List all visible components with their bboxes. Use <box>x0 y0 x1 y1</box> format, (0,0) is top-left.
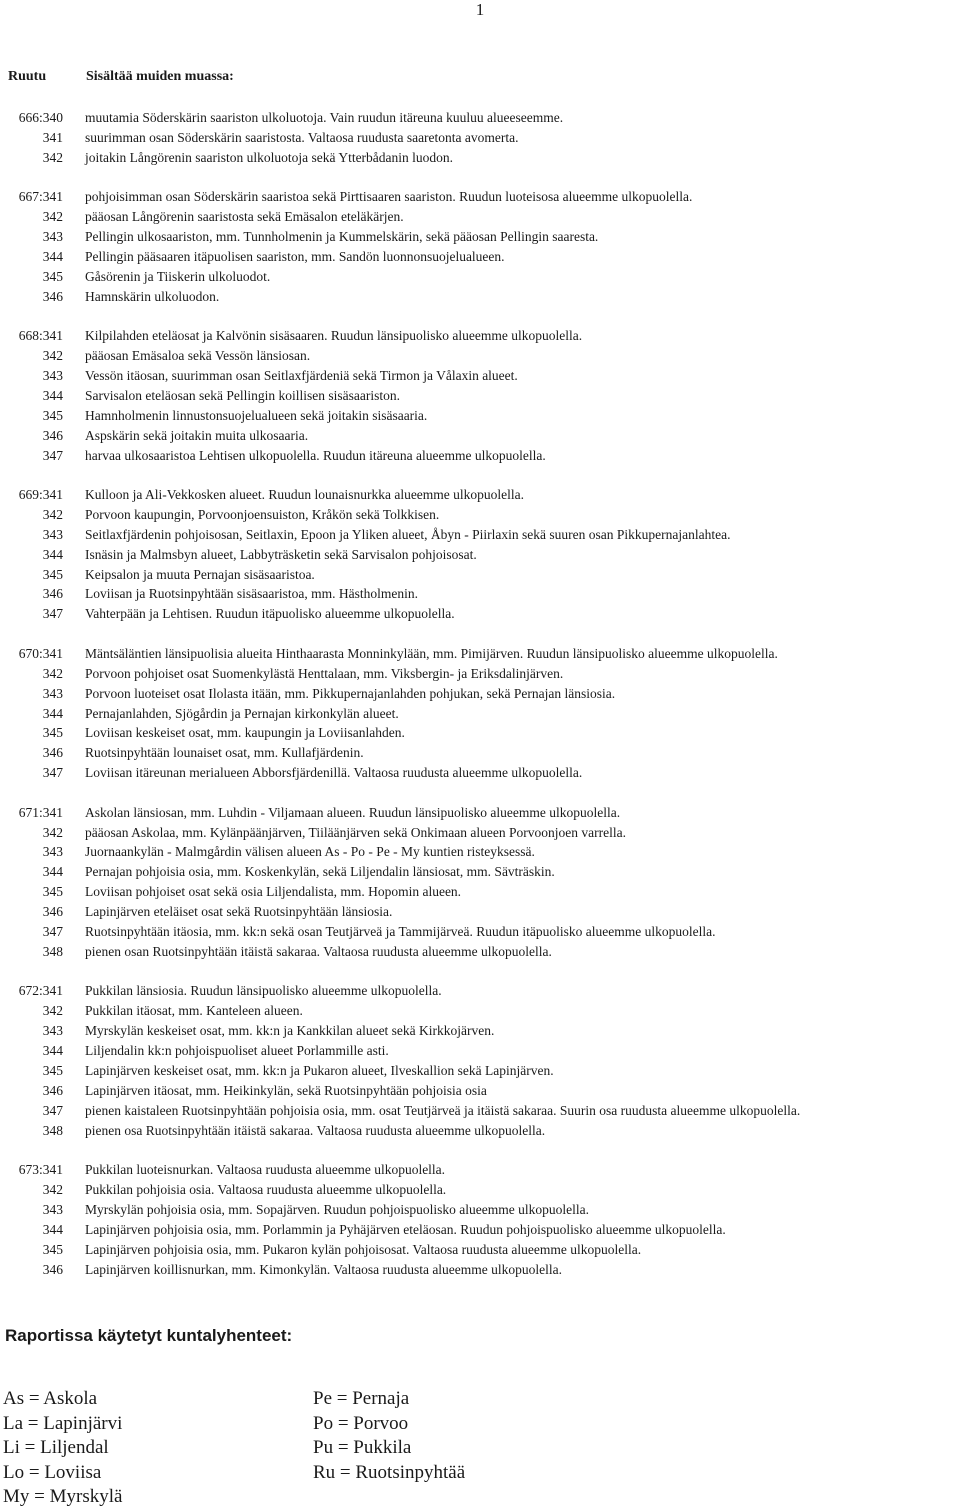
grid-row <box>0 644 960 664</box>
grid-row <box>0 1041 960 1061</box>
abbreviations-left-column <box>3 1387 122 1510</box>
grid-description: Loviisan keskeiset osat, mm. kaupungin ja Loviisanlahden. <box>85 725 405 741</box>
grid-code: 667:341 <box>18 189 63 205</box>
abbreviation-item: Lo = Loviisa <box>3 1461 102 1483</box>
grid-description: muutamia Söderskärin saariston ulkoluotoja. Vain ruudun itäreuna kuuluu alueeseemme. <box>85 110 564 125</box>
grid-description: Gåsörenin ja Tiiskerin ulkoluodot. <box>85 268 271 284</box>
grid-row <box>0 446 960 466</box>
grid-row <box>0 1200 960 1220</box>
grid-description: Vahterpään ja Lehtisen. Ruudun itäpuolisko alueemme ulkopuolella. <box>85 606 455 622</box>
grid-code: 344 <box>42 864 63 880</box>
grid-row <box>0 862 960 882</box>
grid-description: Kilpilahden eteläosat ja Kalvönin sisäsaaren. Ruudun länsipuolisko alueemme ulkopuolella. <box>85 328 583 344</box>
grid-description: Liljendalin kk:n pohjoispuoliset alueet Porlammille asti. <box>85 1043 389 1059</box>
grid-code: 343 <box>42 526 63 542</box>
grid-code: 347 <box>42 924 63 940</box>
grid-description: pääosan Långörenin saaristosta sekä Emäsalon eteläkärjen. <box>85 209 404 225</box>
grid-description: Vessön itäosan, suurimman osan Seitlaxfjärdeniä sekä Tirmon ja Vålaxin alueet. <box>85 367 518 383</box>
grid-code: 347 <box>42 1102 63 1118</box>
grid-row <box>0 584 960 604</box>
grid-description: harvaa ulkosaaristoa Lehtisen ulkopuolella. Ruudun itäreuna alueemme ulkopuolella. <box>85 447 546 463</box>
abbreviation-item: As = Askola <box>3 1388 98 1409</box>
grid-row <box>0 882 960 902</box>
grid-code: 345 <box>42 268 63 284</box>
grid-row <box>0 128 960 148</box>
grid-group <box>0 485 960 624</box>
grid-row <box>0 148 960 168</box>
grid-description: Sarvisalon eteläosan sekä Pellingin koillisen sisäsaariston. <box>85 387 400 403</box>
grid-code: 344 <box>42 387 63 403</box>
grid-code: 347 <box>42 765 63 781</box>
grid-row <box>0 1121 960 1141</box>
grid-description: Keipsalon ja muuta Pernajan sisäsaaristoa. <box>85 566 315 582</box>
grid-row <box>0 1160 960 1180</box>
grid-description: Myrskylän pohjoisia osia, mm. Sopajärven. Ruudun pohjoispuolisko alueemme ulkopuolella. <box>85 1201 589 1217</box>
grid-row <box>0 704 960 724</box>
grid-description: Pernajan pohjoisia osia, mm. Koskenkylän, sekä Liljendalin länsiosat, mm. Sävträskin. <box>85 864 555 880</box>
grid-code: 348 <box>42 943 63 959</box>
abbreviation-item: Po = Porvoo <box>313 1412 409 1434</box>
grid-code: 344 <box>42 705 63 721</box>
grid-row <box>0 287 960 307</box>
grid-description: Pukkilan itäosat, mm. Kanteleen alueen. <box>85 1003 303 1019</box>
grid-description: joitakin Långörenin saariston ulkoluotoja sekä Ytterbådanin luodon. <box>85 149 454 165</box>
grid-description: pienen osan Ruotsinpyhtään itäistä sakaraa. Valtaosa ruudusta alueemme ulkopuolella. <box>85 943 552 959</box>
grid-description: pohjoisimman osan Söderskärin saaristoa sekä Pirttisaaren saariston. Ruudun luoteisosa alueemme ulkopuolella. <box>85 189 693 205</box>
grid-description: Aspskärin sekä joitakin muita ulkosaaria. <box>85 427 309 443</box>
grid-row <box>0 227 960 247</box>
grid-code: 345 <box>42 725 63 741</box>
grid-row <box>0 386 960 406</box>
grid-description: pienen osa Ruotsinpyhtään itäistä sakaraa. Valtaosa ruudusta alueemme ulkopuolella. <box>85 1122 546 1138</box>
grid-code: 342 <box>42 348 63 364</box>
grid-description: Lapinjärven itäosat, mm. Heikinkylän, sekä Ruotsinpyhtään pohjoisia osia <box>85 1082 487 1098</box>
abbreviation-item: La = Lapinjärvi <box>3 1412 123 1434</box>
grid-description: Seitlaxfjärdenin pohjoisosan, Seitlaxin, Epoon ja Yliken alueet, Åbyn - Piirlaxin sekä suuren osan Pikkupernajanlahtea. <box>85 526 731 542</box>
abbreviation-item: Pu = Pukkila <box>313 1437 412 1459</box>
grid-code: 342 <box>42 506 63 522</box>
grid-description: Pernajanlahden, Sjögårdin ja Pernajan kirkonkylän alueet. <box>85 705 399 721</box>
grid-code: 343 <box>42 685 63 701</box>
grid-row <box>0 207 960 227</box>
grid-row <box>0 1260 960 1280</box>
header-contents: Sisältää muiden muassa: <box>86 69 234 84</box>
table-header <box>0 67 960 87</box>
grid-description: Isnäsin ja Malmsbyn alueet, Labbyträsketin sekä Sarvisalon pohjoisosat. <box>85 546 477 562</box>
grid-code: 342 <box>42 1003 63 1019</box>
grid-row <box>0 187 960 207</box>
grid-row <box>0 803 960 823</box>
grid-code: 348 <box>42 1122 63 1138</box>
grid-row <box>0 426 960 446</box>
grid-description: Lapinjärven pohjoisia osia, mm. Pukaron kylän pohjoisosat. Valtaosa ruudusta alueemme ulkopuolella. <box>85 1241 642 1257</box>
grid-group <box>0 1160 960 1279</box>
grid-code: 341 <box>42 129 63 145</box>
grid-code: 342 <box>42 149 63 165</box>
grid-description: Porvoon pohjoiset osat Suomenkylästä Henttalaan, mm. Viksbergin- ja Eriksdalinjärven. <box>85 665 564 681</box>
grid-description: Ruotsinpyhtään itäosia, mm. kk:n sekä osan Teutjärveä ja Tammijärveä. Ruudun itäpuolisko alueemme ulkopuolella. <box>85 924 716 940</box>
grid-group <box>0 803 960 962</box>
grid-row <box>0 1081 960 1101</box>
abbreviation-item: Ru = Ruotsinpyhtää <box>313 1461 466 1483</box>
grid-code: 344 <box>42 1043 63 1059</box>
grid-code: 343 <box>42 229 63 245</box>
grid-row <box>0 604 960 624</box>
grid-description: Porvoon luoteiset osat Ilolasta itään, mm. Pikkupernajanlahden pohjukan, sekä Pernajan länsiosia. <box>85 685 616 701</box>
grid-code: 342 <box>42 665 63 681</box>
grid-description: Pellingin ulkosaariston, mm. Tunnholmenin ja Kummelskärin, sekä pääosan Pellingin saaresta. <box>85 229 599 245</box>
grid-description: Pellingin pääsaaren itäpuolisen saariston, mm. Sandön luonnonsuojelualueen. <box>85 248 505 264</box>
grid-code: 666:340 <box>18 110 63 125</box>
grid-code: 672:341 <box>18 983 63 999</box>
grid-code: 346 <box>42 427 63 443</box>
page-number: 1 <box>475 0 485 19</box>
grid-row <box>0 981 960 1001</box>
grid-code: 343 <box>42 1201 63 1217</box>
grid-description: Pukkilan länsiosia. Ruudun länsipuolisko alueemme ulkopuolella. <box>85 983 442 999</box>
grid-code: 346 <box>42 288 63 304</box>
grid-description: Askolan länsiosan, mm. Luhdin - Viljamaan alueen. Ruudun länsipuolisko alueemme ulkopuolella. <box>85 804 621 820</box>
abbreviations-title: Raportissa käytetyt kuntalyhenteet: <box>5 1326 293 1345</box>
grid-description: Porvoon kaupungin, Porvoonjoensuiston, Kråkön sekä Tolkkisen. <box>85 506 440 522</box>
grid-row <box>0 743 960 763</box>
grid-code: 343 <box>42 367 63 383</box>
grid-row <box>0 942 960 962</box>
grid-row <box>0 684 960 704</box>
grid-code: 668:341 <box>18 328 63 344</box>
grid-row <box>0 922 960 942</box>
grid-row <box>0 108 960 128</box>
grid-row <box>0 267 960 287</box>
grid-code: 346 <box>42 1261 63 1277</box>
grid-description: Loviisan pohjoiset osat sekä osia Liljendalista, mm. Hopomin alueen. <box>85 884 462 900</box>
grid-code: 669:341 <box>18 487 63 503</box>
grid-row <box>0 326 960 346</box>
grid-code: 346 <box>42 1082 63 1098</box>
grid-code: 345 <box>42 407 63 423</box>
grid-row <box>0 346 960 366</box>
grid-description: Hamnholmenin linnustonsuojelualueen sekä joitakin sisäsaaria. <box>85 407 428 423</box>
grid-description: Loviisan itäreunan merialueen Abborsfjärdenillä. Valtaosa ruudusta alueemme ulkopuolella. <box>85 765 583 781</box>
grid-code: 345 <box>42 884 63 900</box>
grid-code: 347 <box>42 447 63 463</box>
grid-code: 344 <box>42 1221 63 1237</box>
grid-description: Mäntsäläntien länsipuolisia alueita Hinthaarasta Monninkylään, mm. Pimijärven. Ruudun länsipuolisko alueemme ulkopuolella. <box>85 645 778 661</box>
grid-row <box>0 485 960 505</box>
abbreviation-item: Pe = Pernaja <box>313 1388 410 1409</box>
grid-row <box>0 823 960 843</box>
grid-row <box>0 1021 960 1041</box>
grid-code: 345 <box>42 1241 63 1257</box>
grid-description: Loviisan ja Ruotsinpyhtään sisäsaaristoa, mm. Hästholmenin. <box>85 586 418 602</box>
header-ruutu: Ruutu <box>8 69 47 84</box>
grid-code: 344 <box>42 248 63 264</box>
grid-description: Pukkilan pohjoisia osia. Valtaosa ruudusta alueemme ulkopuolella. <box>85 1182 447 1198</box>
grid-description: Pukkilan luoteisnurkan. Valtaosa ruudusta alueemme ulkopuolella. <box>85 1162 446 1178</box>
grid-code: 673:341 <box>18 1162 63 1178</box>
grid-code: 345 <box>42 1062 63 1078</box>
grid-row <box>0 565 960 585</box>
grid-code: 347 <box>42 606 63 622</box>
grid-row <box>0 1061 960 1081</box>
abbreviations-right-column <box>313 1387 465 1485</box>
abbreviation-item: My = Myrskylä <box>3 1486 123 1508</box>
grid-description: suurimman osan Söderskärin saaristosta. Valtaosa ruudusta saaretonta avomerta. <box>85 129 519 145</box>
grid-row <box>0 247 960 267</box>
grid-code: 343 <box>42 1023 63 1039</box>
grid-description: pienen kaistaleen Ruotsinpyhtään pohjoisia osia, mm. osat Teutjärveä ja itäistä sakaraa. Suurin osa ruudusta alueemme ulkopuolella. <box>85 1102 801 1118</box>
grid-code: 343 <box>42 844 63 860</box>
grid-row <box>0 1101 960 1121</box>
grid-row <box>0 545 960 565</box>
grid-group <box>0 187 960 306</box>
grid-code: 671:341 <box>18 804 63 820</box>
grid-description: Juornaankylän - Malmgårdin välisen alueen As - Po - Pe - My kuntien risteyksessä. <box>85 844 535 860</box>
grid-row <box>0 902 960 922</box>
grid-row <box>0 1001 960 1021</box>
grid-row <box>0 842 960 862</box>
grid-group <box>0 326 960 465</box>
grid-description: Ruotsinpyhtään lounaiset osat, mm. Kullafjärdenin. <box>85 745 364 761</box>
grid-row <box>0 406 960 426</box>
grid-list <box>0 108 960 1299</box>
grid-code: 342 <box>42 824 63 840</box>
grid-row <box>0 1220 960 1240</box>
grid-row <box>0 723 960 743</box>
grid-group <box>0 644 960 783</box>
grid-row <box>0 1240 960 1260</box>
grid-code: 346 <box>42 904 63 920</box>
grid-description: Lapinjärven keskeiset osat, mm. kk:n ja Pukaron alueet, Ilveskallion sekä Lapinjärven. <box>85 1062 554 1078</box>
grid-description: pääosan Emäsaloa sekä Vessön länsiosan. <box>85 348 311 364</box>
grid-row <box>0 505 960 525</box>
grid-row <box>0 664 960 684</box>
grid-code: 670:341 <box>18 645 63 661</box>
grid-group <box>0 108 960 168</box>
abbreviation-item: Li = Liljendal <box>3 1437 109 1459</box>
grid-code: 346 <box>42 745 63 761</box>
grid-description: Hamnskärin ulkoluodon. <box>85 288 220 304</box>
grid-code: 342 <box>42 1182 63 1198</box>
grid-code: 342 <box>42 209 63 225</box>
grid-description: Myrskylän keskeiset osat, mm. kk:n ja Kankkilan alueet sekä Kirkkojärven. <box>85 1023 495 1039</box>
grid-code: 344 <box>42 546 63 562</box>
grid-group <box>0 981 960 1140</box>
grid-row <box>0 525 960 545</box>
grid-row <box>0 763 960 783</box>
grid-description: Kulloon ja Ali-Vekkosken alueet. Ruudun lounaisnurkka alueemme ulkopuolella. <box>85 487 525 503</box>
grid-code: 345 <box>42 566 63 582</box>
grid-row <box>0 1180 960 1200</box>
grid-description: Lapinjärven koillisnurkan, mm. Kimonkylän. Valtaosa ruudusta alueemme ulkopuolella. <box>85 1261 563 1277</box>
grid-description: Lapinjärven eteläiset osat sekä Ruotsinpyhtään länsiosia. <box>85 904 393 920</box>
grid-code: 346 <box>42 586 63 602</box>
grid-description: pääosan Askolaa, mm. Kylänpäänjärven, Tiiläänjärven sekä Onkimaan alueen Porvoonjoen varrella. <box>85 824 626 840</box>
grid-row <box>0 366 960 386</box>
grid-description: Lapinjärven pohjoisia osia, mm. Porlammin ja Pyhäjärven eteläosan. Ruudun pohjoispuolisko alueemme ulkopuolella. <box>85 1221 726 1237</box>
